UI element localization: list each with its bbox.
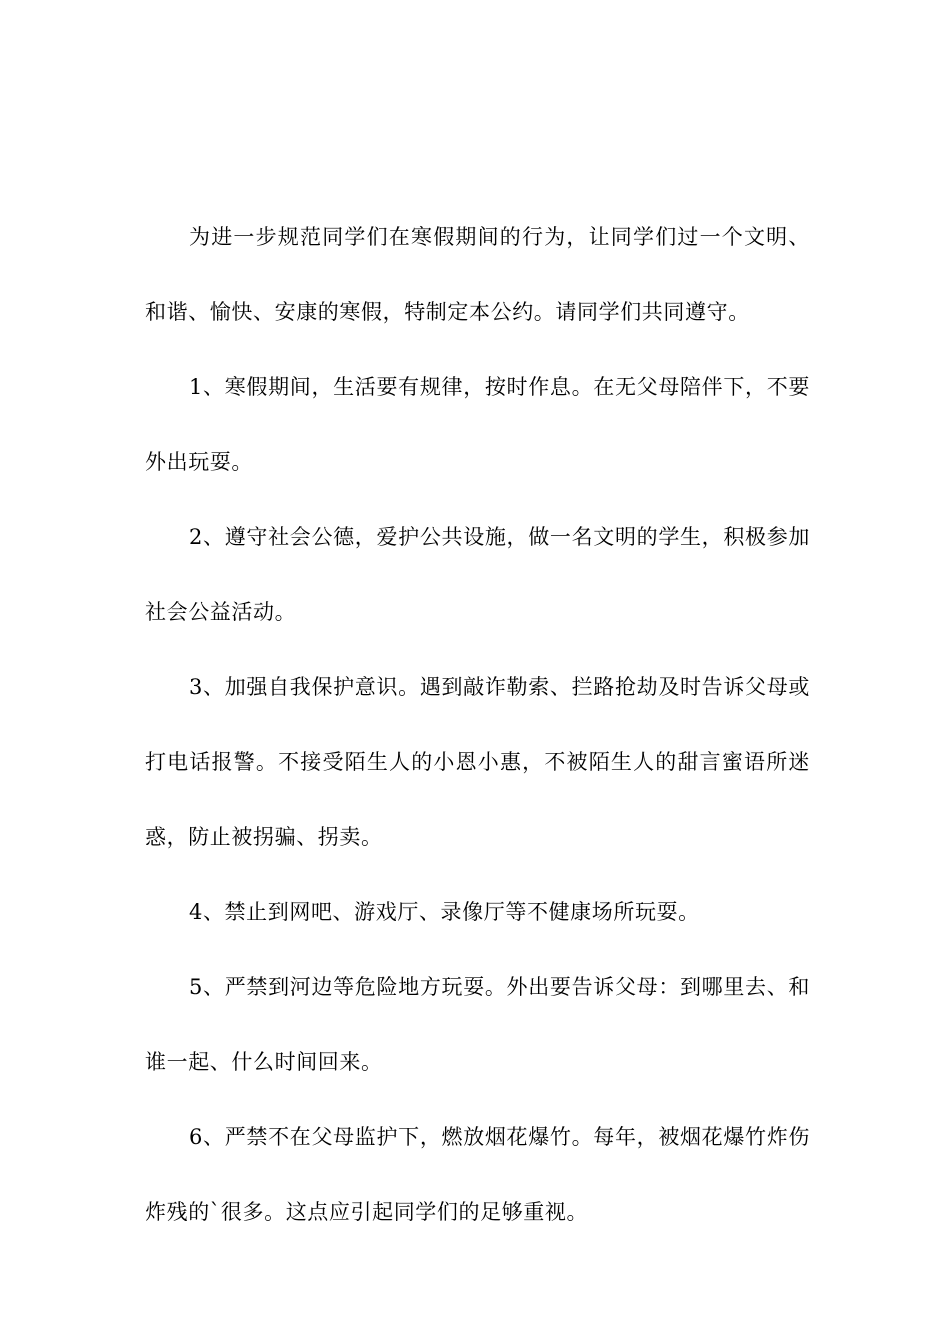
rule-3-paragraph: 3、加强自我保护意识。遇到敲诈勒索、拦路抢劫及时告诉父母或打电话报警。不接受陌生人的小恩小惠，不被陌生人的甜言蜜语所迷惑，防止被拐骗、拐卖。 xyxy=(145,675,810,849)
rule-5-paragraph: 5、严禁到河边等危险地方玩耍。外出要告诉父母：到哪里去、和谁一起、什么时间回来。 xyxy=(145,975,810,1074)
intro-paragraph: 为进一步规范同学们在寒假期间的行为，让同学们过一个文明、和谐、愉快、安康的寒假，特制定本公约。请同学们共同遵守。 xyxy=(145,225,810,324)
document-body xyxy=(145,200,810,1250)
rule-6-paragraph: 6、严禁不在父母监护下，燃放烟花爆竹。每年，被烟花爆竹炸伤炸残的`很多。这点应引起同学们的足够重视。 xyxy=(145,1125,810,1224)
rule-4-paragraph: 4、禁止到网吧、游戏厅、录像厅等不健康场所玩耍。 xyxy=(189,900,700,924)
rule-1-paragraph: 1、寒假期间，生活要有规律，按时作息。在无父母陪伴下，不要外出玩耍。 xyxy=(145,375,810,474)
rule-2-paragraph: 2、遵守社会公德，爱护公共设施，做一名文明的学生，积极参加社会公益活动。 xyxy=(145,525,810,624)
